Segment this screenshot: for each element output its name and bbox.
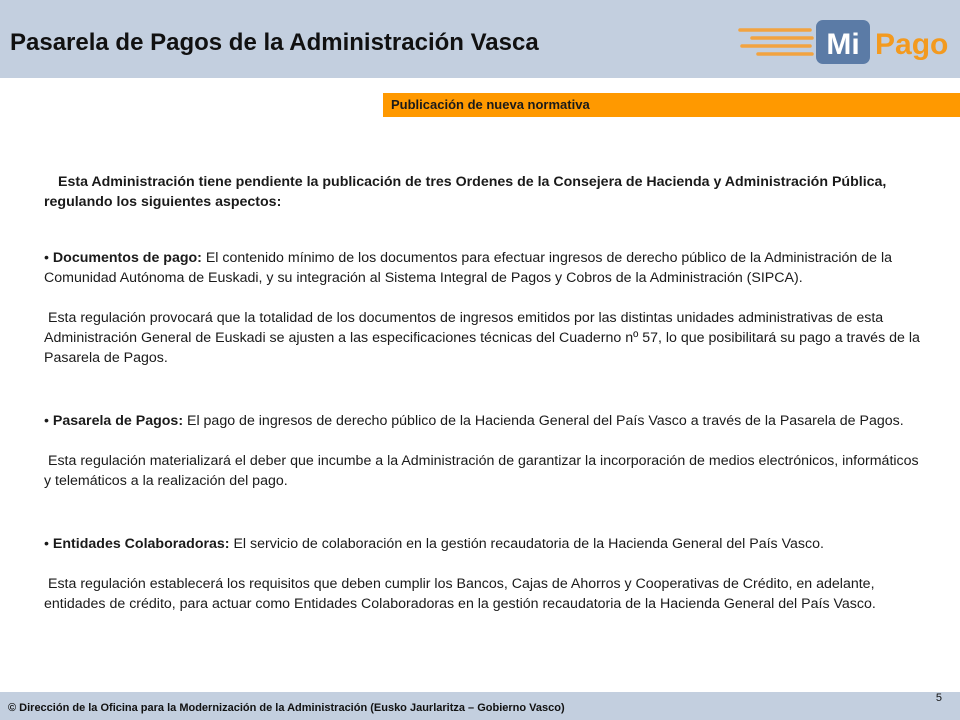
list-item-pasarela — [44, 411, 924, 491]
bullet-paragraph — [44, 534, 924, 554]
bullet-icon: • — [44, 250, 49, 266]
bullet-term: Documentos de pago: — [52, 250, 202, 266]
bullet-description: El pago de ingresos de derecho público de la Hacienda General del País Vasco a través de la Pasarela de Pagos. — [183, 413, 904, 429]
section-label: Publicación de nueva normativa — [383, 93, 960, 117]
footer-bar — [0, 692, 960, 720]
bullet-description: El servicio de colaboración en la gestión recaudatoria de la Hacienda General del País Vasco. — [229, 536, 824, 552]
logo-pago-text: Pago — [875, 28, 948, 61]
footer-copyright: © Dirección de la Oficina para la Modernización de la Administración (Eusko Jaurlaritza – Gobierno Vasco) — [8, 702, 565, 714]
page-number: 5 — [935, 692, 942, 704]
bullet-icon: • — [44, 413, 49, 429]
regulation-paragraph: Esta regulación provocará que la totalidad de los documentos de ingresos emitidos por las distintas unidades administrativas de esta Administración General de Euskadi se ajusten a las especificaciones técnicas del Cuaderno nº 57, lo que posibilitará su pago a través de la Pasarela de Pagos. — [44, 310, 920, 366]
regulation-paragraph: Esta regulación establecerá los requisitos que deben cumplir los Bancos, Cajas de Ahorros y Cooperativas de Crédito, en adelante, entidades de crédito, para actuar como Entidades Colaboradoras en la gestión recaudatoria de la Hacienda General del País Vasco. — [44, 576, 876, 612]
list-item-documentos — [44, 248, 924, 368]
mipago-logo-graphic — [738, 16, 948, 68]
bullet-icon: • — [44, 536, 49, 552]
bullet-term: Entidades Colaboradoras: — [52, 536, 230, 552]
bullet-paragraph — [44, 248, 924, 288]
header-bar — [0, 0, 960, 78]
logo-mi-text: Mi — [826, 28, 860, 61]
intro-paragraph: Esta Administración tiene pendiente la publicación de tres Ordenes de la Consejera de Hacienda y Administración Pública, regulando los siguientes aspectos: — [44, 174, 887, 210]
mipago-logo — [738, 16, 948, 68]
bullet-paragraph — [44, 411, 924, 431]
page-title: Pasarela de Pagos de la Administración Vasca — [10, 29, 539, 56]
bullet-term: Pasarela de Pagos: — [52, 413, 184, 429]
list-item-entidades — [44, 534, 924, 614]
regulation-paragraph: Esta regulación materializará el deber que incumbe a la Administración de garantizar la incorporación de medios electrónicos, informáticos y telemáticos a la realización del pago. — [44, 453, 919, 489]
bullet-description: El contenido mínimo de los documentos para efectuar ingresos de derecho público de la Administración de la Comunidad Autónoma de Euskadi, y su integración al Sistema Integral de Pagos y Cobros de la Administración (SIPCA). — [44, 250, 892, 286]
